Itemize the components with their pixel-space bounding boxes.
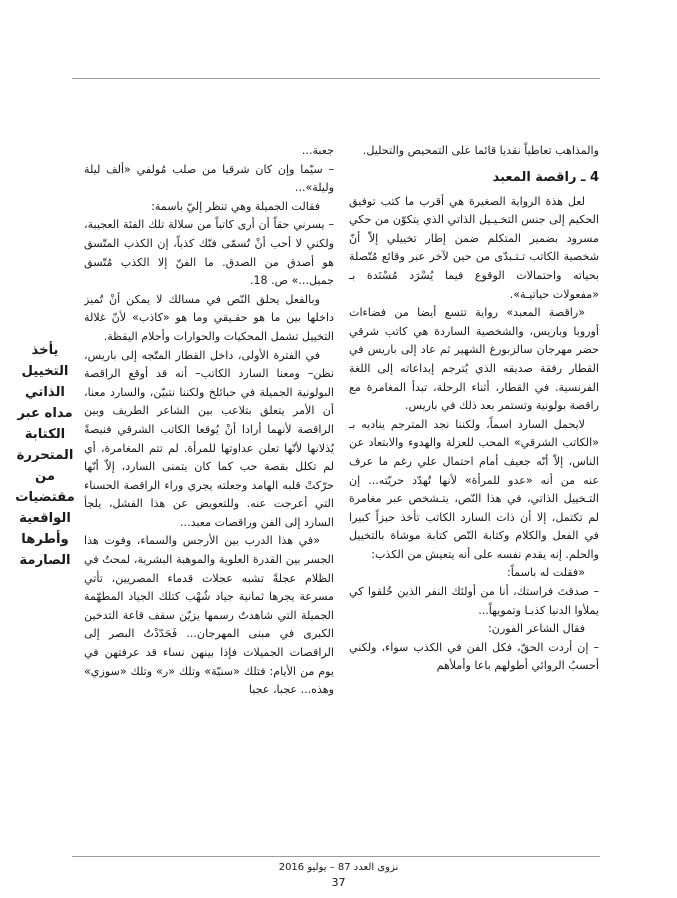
left-column [84, 142, 334, 842]
paragraph: في الفترة الأولى، داخل القطار المتّجه إلى باريس، نظن– ومعنا السارد الكاتب– أنه قد أوقع الراقصة البولونية الجميلة في حبائلخ ولكننا نتبيّن، والسارد معنا، أن الأمر يتعلق بتلاعب بين الشاعر الطريف وبين الراقصة لأنهما أرادا أنْ يُوقعا الكاتب الشرقي فنيصةً يُذلانها لأنّها تعلن عداوتها للمرأة. لم تتم المغامرة، أي لم تكلل بقصة حب كما كان يتمنى السارد، إلاّ أنّها حرّكتْ قلبه الهامد وجعلته يجري وراء الراقصة الحسناء التي أعرجت عنه. وللتعويض عن هذا الفشل، يلجأ السارد إلى الفن وراقصات معبد... [84, 348, 334, 529]
paragraph: جعبة... [301, 144, 334, 157]
quote-line: – سيّما وإن كان شرقيا من صلب مُولفي «ألف ليلة وليلة»... [84, 162, 334, 195]
quote-line: فقال الشاعر الفورن: [488, 622, 585, 636]
paragraph: وبالفعل يحلق النّص في مسالك لا يمكن أنْ تُميز داخلها بين ما هو حقـيقي وما هو «كاذب» لأنّ غلالة التخييل تشمل المحكيات والحوارات وأحلام اليقظة. [84, 292, 334, 343]
header-rule [72, 78, 600, 79]
quote-line: – يسرني حقاً أن أرى كاتباً من سلالة تلك الفئة العجيبة، ولكني لا أحب أنْ تُسمّى فنّك كذباً، إن الكذب المتّسق هو أصدق من الصدق. ما الفنّ إلا الكذب مُتّسق جميل...» ص. 18. [84, 218, 334, 288]
paragraph: لايحمل السارد اسماً، ولكننا نجد المترجم يناديه بـ «الكاتب الشرقي» المحب للعزلة والهدوء والابتعاد عن الناس، إلاّ أنّه جعيف أمام احتمال علي رغم ما عرف عنه من أنه «عدو للمرأة» لأنها تُهدّد حريّته... إن التـخييل الذاتي، في هذا النّص، يتـشخص عبر مغامرة لم تكتمل، إلا أن ذات السارد الكاتب تأخذ حيزاً كبيرا في الفعل والكلام وكتابة النّص كتابة موشاة بالتخييل والحلم. إنه يقدم نفسه على أنه يتعيش من الكذب: [349, 417, 599, 561]
pull-quote: يأخذ التخييل الذاتي مداه عبر الكتابة المتحررة من مقتضيات الواقعية وأطرها الصارمة [15, 343, 75, 568]
quote-line: – صدقتَ فراستك، أنا من أولئك النفر الذين خُلقوا كي يملأوا الدنيا كذبـا وتمويهاً... [349, 585, 599, 617]
right-column [349, 142, 599, 857]
quote-line: «فقلت له باسماً: [507, 566, 585, 580]
footer-issue: نزوى العدد 87 – يوليو 2016 [278, 862, 399, 873]
quote-line: فقالت الجميلة وهي تنظر إليّ باسمة: [151, 199, 320, 213]
paragraph: «في هذا الدرب بين الأرجس والسماء، وفوت هذا الجسر بين القدرة العلوية والموهبة البشرية، لمحتُ في الظلام عجلةً تشبه عجلات قدماء المصريين، تأتي مسرعة يجرها ثمانية جياد شُهْب كتلك الجياد المطهّمة الجميلة التي شاهدتُ رسمها يزيّن سقف قاعة التدخين الكبرى في مبنى المهرجان... فَحَدّدْتُ البصر إلى الراقصات الجميلات فإذا بينهن نساء قد عرفتهن في يوم من الأيام: فتلك «سنيّة» وتلك «ر» وتلك «سوزي» وهذه... عجبا، عجبا [84, 534, 334, 697]
quote-line: – إن أردت الحقّ، فكل الفن في الكذب سواء، ولكني أحسبُ الروائي أطولهم باعا وأملأهم [349, 640, 599, 673]
footer-rule [72, 856, 600, 857]
section-heading: 4 ـ راقصة المعبد [492, 169, 599, 185]
paragraph: والمذاهب تعاطياً نقديا قائما على التمحيص والتحليل. [362, 144, 599, 157]
paragraph: «راقصة المعبد» رواية تتسع أيضا من فضاءات أوروبا وباريس، والشخصية الساردة هي كاتب شرقي حضر مهرجان سالزبورغ الشهير ثم عاد إلى باريس في القطار رفقة صديقه الذي يُترجم إبداعاته إلى اللغة الفرنسية. في القطار، أثناء الرحلة، تبدأ المغامرة مع راقصة بولونية وتستمر بعد ذلك في باريس. [349, 306, 599, 413]
page-number: 37 [331, 876, 346, 889]
paragraph: لعل هذة الرواية الصغيرة هي أقرب ما كتب توفيق الحكيم إلى جنس التخـيـيل الذاتي الذي يتكوّن من حكي مسرود بضمير المتكلم ضمن إطار تخييلي إلاّ أنّ شخصية الكاتب تـتـبدّى من حين لآخر عبر وقائع مُتّصلة بحياته واحتمالات الوقوع فيما يُسْرَد مُسْنَدة بـ «مفعولات حياتيـة». [349, 194, 599, 301]
